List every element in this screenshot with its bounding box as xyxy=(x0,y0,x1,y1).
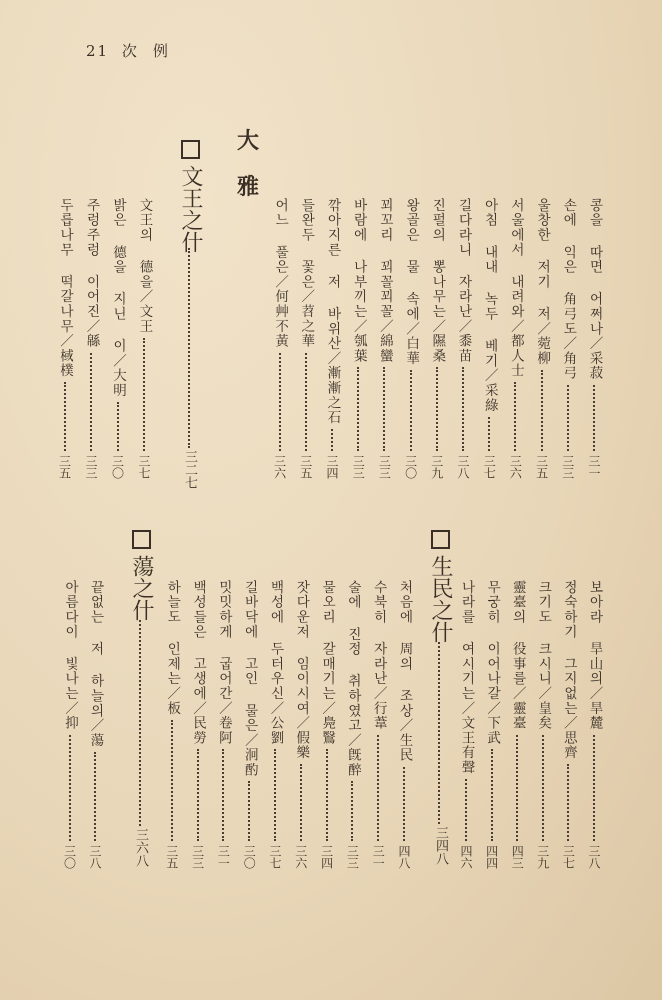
toc-leader xyxy=(300,764,302,841)
toc-page-number: 四三 xyxy=(510,845,525,869)
section-box-icon xyxy=(181,140,200,159)
toc-leader xyxy=(357,367,359,451)
toc-entry-title: 진펄의 뽕나무는／隰桑 xyxy=(429,198,446,364)
header-title-b: 例 xyxy=(152,42,170,60)
toc-page-number: 三八 xyxy=(587,845,601,869)
toc-entry-title: 물오리 갈매기는／鳧鷖 xyxy=(319,580,336,746)
section-leader xyxy=(188,248,190,448)
toc-entry-title: 길다라니 자라난／黍苗 xyxy=(455,198,472,364)
toc-page-number: 三四 xyxy=(319,845,334,869)
toc-leader xyxy=(514,382,516,451)
toc-leader xyxy=(567,385,569,451)
section-leader xyxy=(139,620,141,826)
section-box-icon xyxy=(431,530,450,549)
toc-leader xyxy=(222,749,224,841)
toc-leader xyxy=(377,735,379,842)
section-page: 三二七 xyxy=(182,450,197,489)
toc-leader xyxy=(248,781,250,841)
toc-page-number: 三一 xyxy=(587,455,601,479)
section-heading-wenwang: 文王之什 xyxy=(175,140,206,253)
toc-page-number: 三九 xyxy=(535,845,550,869)
section-leader xyxy=(438,642,440,824)
toc-page-number: 三八 xyxy=(456,455,470,479)
toc-page-number: 三三 xyxy=(345,845,360,869)
toc-entry-title: 靈臺의 役事를／靈臺 xyxy=(509,580,526,731)
toc-entry-title: 울창한 저기 저／菀柳 xyxy=(534,198,551,366)
toc-entry-title: 아침 내내 녹두 베기／采綠 xyxy=(481,198,498,413)
section-page: 三六八 xyxy=(133,828,148,867)
toc-page-number: 三〇 xyxy=(403,455,418,479)
section-box-icon xyxy=(132,530,151,549)
toc-leader xyxy=(403,767,405,841)
toc-leader xyxy=(331,429,333,451)
toc-page-number: 三五 xyxy=(164,845,179,869)
toc-leader xyxy=(465,779,467,841)
toc-entry-title: 크기도 크시니／皇矣 xyxy=(535,580,552,731)
toc-leader xyxy=(491,749,493,841)
toc-entry-title: 왕골은 물 속에／白華 xyxy=(403,198,420,366)
toc-leader xyxy=(383,367,385,451)
header-title-a: 次 xyxy=(121,42,139,60)
toc-entry-title: 술에 진정 취하였고／旣醉 xyxy=(344,580,361,778)
toc-leader xyxy=(462,367,464,451)
toc-entry-title: 끝없는 저 하늘의／蕩 xyxy=(87,580,104,748)
toc-leader xyxy=(593,385,595,451)
toc-page-number: 三五 xyxy=(298,455,313,479)
toc-entry-title: 밋밋하게 굽어간／卷阿 xyxy=(215,580,232,746)
toc-page-number: 三六 xyxy=(508,455,523,479)
section-page: 三四八 xyxy=(433,826,448,865)
toc-entry-title: 두릅나무 떡갈나무／棫樸 xyxy=(57,198,73,379)
toc-leader xyxy=(567,764,569,841)
toc-entry-title: 콩을 따면 어쩌나／采菽 xyxy=(586,198,603,381)
toc-leader xyxy=(117,402,119,451)
toc-page-number: 三七 xyxy=(268,845,282,869)
toc-entry-title: 어느 풀은／何艸不黃 xyxy=(272,198,289,349)
toc-entry-title: 수북히 자라난／行葦 xyxy=(370,580,387,731)
toc-page-number: 三〇 xyxy=(110,455,125,479)
toc-entry-title: 하늘도 인제는／板 xyxy=(164,580,181,716)
toc-page-number: 四四 xyxy=(484,845,499,869)
toc-leader xyxy=(94,752,96,841)
toc-leader xyxy=(279,353,281,452)
toc-leader xyxy=(542,735,544,842)
part-title-b: 雅 xyxy=(237,174,260,200)
toc-entry-title: 밝은 德을 지닌 이／大明 xyxy=(110,198,126,398)
toc-leader xyxy=(64,382,66,451)
toc-page-number: 四六 xyxy=(459,845,473,869)
toc-page-number: 三八 xyxy=(88,845,102,869)
toc-leader xyxy=(351,781,353,841)
toc-page-number: 三七 xyxy=(561,845,576,869)
toc-page-number: 三〇 xyxy=(62,845,77,869)
toc-leader xyxy=(197,749,199,841)
part-title-a: 大 xyxy=(237,128,260,154)
toc-page-number: 三九 xyxy=(429,455,444,479)
toc-entry-title: 무궁히 이어나갈／下武 xyxy=(484,580,501,746)
toc-page-number: 三六 xyxy=(293,845,308,869)
toc-page-number: 三七 xyxy=(137,455,151,479)
toc-page-number: 三三 xyxy=(351,455,366,479)
toc-page-number: 三五 xyxy=(57,455,72,479)
toc-leader xyxy=(541,370,543,451)
toc-page-number: 三三 xyxy=(190,845,205,869)
toc-entry-title: 보아라 旱山의／旱麓 xyxy=(586,580,603,731)
toc-leader xyxy=(436,367,438,451)
toc-leader xyxy=(274,749,276,841)
section-heading-shengmin: 生民之什 xyxy=(425,530,456,643)
toc-leader xyxy=(326,749,328,841)
toc-entry-title: 정숙하기 그지없는／思齊 xyxy=(560,580,577,761)
toc-leader xyxy=(305,353,307,452)
toc-leader xyxy=(488,417,490,451)
toc-entry-title: 길바닥에 고인 물은／泂酌 xyxy=(241,580,258,778)
toc-entry-title: 깎아지른 저 바위산／漸漸之石 xyxy=(324,198,341,425)
toc-leader xyxy=(90,353,92,452)
toc-entry-title: 잣다운저 임이시여／假樂 xyxy=(293,580,310,761)
page-number: 21 xyxy=(86,42,110,60)
toc-entry-title: 처음에 周의 조상／生民 xyxy=(396,580,413,763)
toc-entry-title: 주렁주렁 이어진／緜 xyxy=(83,198,100,349)
toc-page-number: 三四 xyxy=(325,455,339,479)
toc-leader xyxy=(69,735,71,842)
toc-page-number: 三〇 xyxy=(242,845,257,869)
toc-page-number: 三三 xyxy=(377,455,392,479)
toc-page-number: 三一 xyxy=(216,845,231,869)
toc-page-number: 三三 xyxy=(84,455,98,479)
toc-leader xyxy=(516,735,518,842)
toc-page-number: 三七 xyxy=(482,455,497,479)
toc-entry-title: 백성들은 고생에／民勞 xyxy=(190,580,207,746)
toc-page-number: 四八 xyxy=(397,845,411,869)
toc-page-number: 三六 xyxy=(272,455,287,479)
toc-page-number: 三一 xyxy=(371,845,386,869)
toc-entry-title: 아름다이 빛나는／抑 xyxy=(62,580,78,731)
section-heading-dang: 蕩之什 xyxy=(126,530,157,621)
toc-leader xyxy=(593,735,595,842)
toc-entry-title: 백성에 두터우신／公劉 xyxy=(267,580,284,746)
toc-entry-title: 들완두 꽃은／苕之華 xyxy=(298,198,315,349)
running-header xyxy=(86,40,170,61)
toc-entry-title: 나라를 여시기는／文王有聲 xyxy=(458,580,475,775)
toc-leader xyxy=(143,338,145,451)
toc-leader xyxy=(410,370,412,451)
toc-page-number: 三三 xyxy=(560,455,575,479)
toc-entry-title: 꾀꼬리 꾀꼴꾀꼴／綿蠻 xyxy=(376,198,393,364)
toc-page-number: 三五 xyxy=(534,455,549,479)
toc-entry-title: 서울에서 내려와／都人士 xyxy=(507,198,524,379)
toc-entry-title: 손에 익은 角弓도／角弓 xyxy=(560,198,577,381)
toc-leader xyxy=(171,720,173,841)
toc-entry-title: 바람에 나부끼는／瓠葉 xyxy=(350,198,367,364)
toc-entry-title: 文王의 德을／文王 xyxy=(136,198,153,334)
